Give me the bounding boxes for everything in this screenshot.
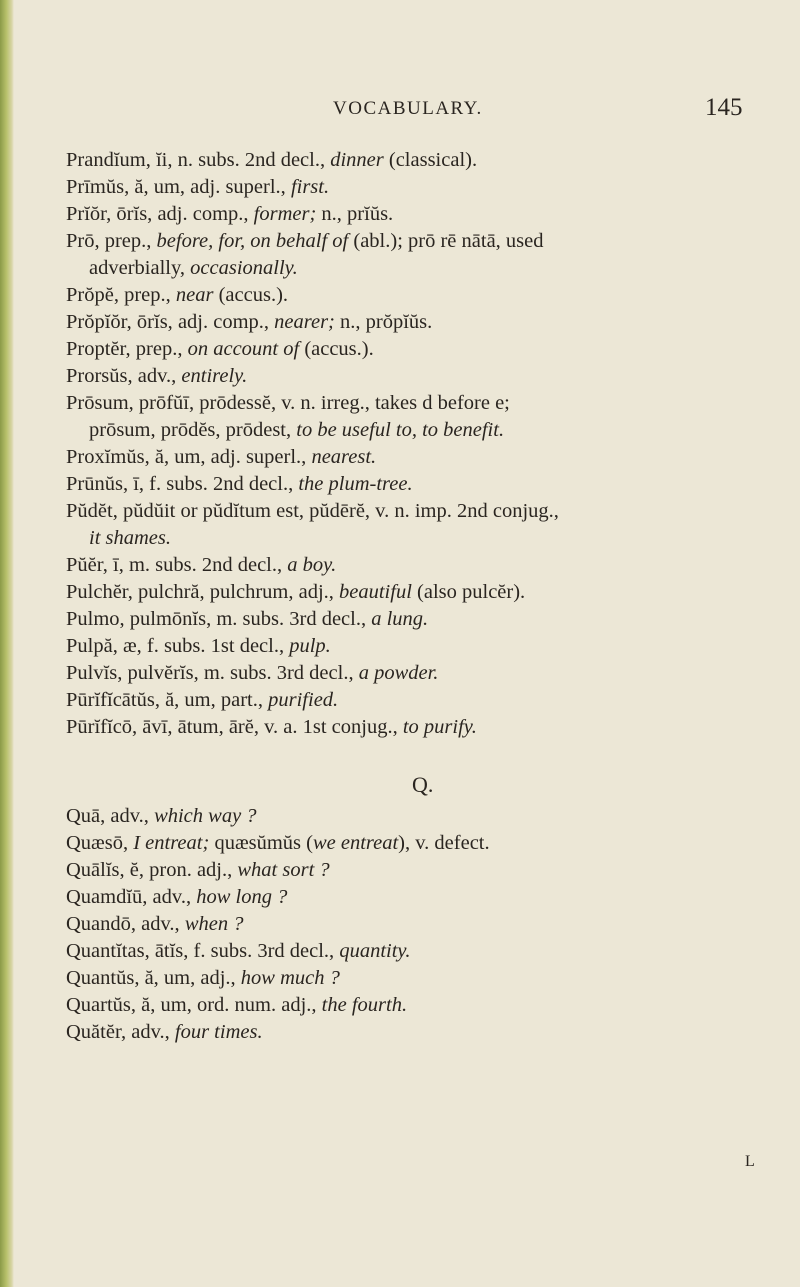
vocab-entry bbox=[66, 336, 771, 363]
entry-translation: beautiful bbox=[339, 581, 412, 603]
vocab-entry bbox=[66, 228, 771, 282]
signature-mark: L bbox=[745, 1153, 755, 1170]
vocab-entry bbox=[66, 911, 771, 938]
entry-headword: Prīmŭs, ă, um, bbox=[66, 176, 186, 198]
entry-note: (classical). bbox=[383, 149, 478, 171]
vocab-entry bbox=[66, 309, 771, 336]
entry-translation: four times. bbox=[174, 1021, 263, 1043]
entry-headword: Proptĕr, bbox=[66, 338, 131, 360]
entry-grammar: pron. adj., bbox=[144, 859, 238, 881]
entry-grammar: v. n. imp. 2nd conjug., bbox=[370, 500, 559, 522]
entry-grammar: ord. num. adj., bbox=[191, 994, 322, 1016]
vocab-entry bbox=[66, 633, 771, 660]
entry-grammar: prep., bbox=[130, 338, 188, 360]
entry-headword: Quandō, bbox=[66, 913, 137, 935]
entry-headword: Quā, bbox=[66, 805, 106, 827]
vocab-entry bbox=[66, 938, 771, 965]
entry-translation: purified. bbox=[268, 689, 339, 711]
entry-grammar: adj. superl., bbox=[185, 176, 291, 198]
entry-grammar: adv., bbox=[132, 365, 182, 387]
entry-grammar: m. subs. 2nd decl., bbox=[123, 554, 288, 576]
entry-continuation bbox=[66, 417, 771, 444]
entry-translation: pulp. bbox=[289, 635, 331, 657]
vocab-entry bbox=[66, 471, 771, 498]
entry-grammar: adv., bbox=[126, 1021, 175, 1043]
entry-grammar: adj. comp., bbox=[152, 203, 254, 225]
entry-headword: Quartŭs, ă, um, bbox=[66, 994, 192, 1016]
entry-note: (also pulcĕr). bbox=[411, 581, 526, 603]
entry-translation: entirely. bbox=[181, 365, 248, 387]
vocab-entry bbox=[66, 965, 771, 992]
entry-headword: Pulmo, pulmōnĭs, bbox=[66, 608, 212, 630]
entry-grammar: adv., bbox=[147, 886, 197, 908]
entry-headword: Proxĭmŭs, ă, um, bbox=[66, 446, 206, 468]
vocab-entry bbox=[66, 444, 771, 471]
entry-grammar: n. subs. 2nd decl., bbox=[172, 149, 331, 171]
vocab-entry bbox=[66, 1019, 771, 1046]
entry-headword: Prō, bbox=[66, 230, 100, 252]
vocab-entry bbox=[66, 390, 771, 444]
entry-grammar: prep., bbox=[99, 230, 157, 252]
vocab-entry bbox=[66, 687, 771, 714]
vocab-entry bbox=[66, 579, 771, 606]
page-number: 145 bbox=[705, 94, 743, 121]
entry-headword: Pulchĕr, pulchră, pulchrum, bbox=[66, 581, 294, 603]
vocab-entry bbox=[66, 992, 771, 1019]
entry-translation: how much ? bbox=[240, 967, 340, 989]
entry-headword: Pŭdĕt, pŭdŭit or pŭdĭtum est, pŭdērĕ, bbox=[66, 500, 371, 522]
entry-grammar: f. subs. 2nd decl., bbox=[144, 473, 299, 495]
entry-translation: occasionally. bbox=[190, 257, 298, 279]
entry-grammar: v. n. irreg., takes d before e; bbox=[276, 392, 510, 414]
entry-translation: the fourth. bbox=[321, 994, 408, 1016]
vocab-entry bbox=[66, 282, 771, 309]
entry-grammar: prep., bbox=[118, 284, 176, 306]
entry-translation: former; bbox=[253, 203, 317, 225]
entry-translation: a boy. bbox=[287, 554, 337, 576]
entry-headword: Pŭĕr, ī, bbox=[66, 554, 124, 576]
vocab-entry bbox=[66, 803, 771, 830]
entry-headword: Prŏpĭŏr, ōrĭs, bbox=[66, 311, 173, 333]
vocab-entry bbox=[66, 201, 771, 228]
vocab-entry bbox=[66, 830, 771, 857]
entry-grammar: part., bbox=[215, 689, 269, 711]
entry-grammar: m. subs. 3rd decl., bbox=[211, 608, 372, 630]
entry-translation: how long ? bbox=[196, 886, 288, 908]
entry-translation: to be useful to, to benefit. bbox=[296, 419, 505, 441]
entry-headword: Quæsō, bbox=[66, 832, 129, 854]
entry-translation: first. bbox=[290, 176, 330, 198]
vocab-entry bbox=[66, 606, 771, 633]
entry-translation: nearest. bbox=[311, 446, 377, 468]
entry-grammar: adverbially, bbox=[89, 257, 191, 279]
vocab-entry bbox=[66, 660, 771, 687]
entry-headword: Prŏpĕ, bbox=[66, 284, 119, 306]
section-letter: Q. bbox=[412, 772, 434, 797]
vocab-entry bbox=[66, 147, 771, 174]
entry-grammar: v. a. 1st conjug., bbox=[258, 716, 403, 738]
entry-translation: it shames. bbox=[89, 527, 171, 549]
entry-note: quæsŭmŭs ( bbox=[209, 832, 313, 854]
entry-grammar: f. subs. 3rd decl., bbox=[188, 940, 340, 962]
entry-translation: when ? bbox=[184, 913, 244, 935]
entry-continuation bbox=[66, 525, 771, 552]
entry-translation: dinner bbox=[330, 149, 384, 171]
entry-note: n., prŏpĭŭs. bbox=[334, 311, 433, 333]
entry-grammar: adv., bbox=[136, 913, 185, 935]
vocab-entry bbox=[66, 174, 771, 201]
entry-grammar: prōsum, prōdĕs, prōdest, bbox=[89, 419, 297, 441]
entry-grammar: adj., bbox=[195, 967, 241, 989]
entry-headword: Prandĭum, ĭi, bbox=[66, 149, 173, 171]
vocab-entry bbox=[66, 498, 771, 552]
entry-headword: Pulpă, æ, bbox=[66, 635, 142, 657]
vocab-entry bbox=[66, 363, 771, 390]
entry-translation: near bbox=[175, 284, 214, 306]
running-head bbox=[0, 94, 800, 124]
entry-headword: Pūrĭfĭcō, āvī, ātum, ārĕ, bbox=[66, 716, 259, 738]
entry-headword: Pūrĭfĭcātŭs, ă, um, bbox=[66, 689, 216, 711]
entry-translation: I entreat; bbox=[133, 832, 210, 854]
entry-headword: Quătĕr, bbox=[66, 1021, 127, 1043]
entry-grammar: m. subs. 3rd decl., bbox=[198, 662, 359, 684]
entry-translation: we entreat bbox=[312, 832, 399, 854]
entry-note: ), v. defect. bbox=[398, 832, 490, 854]
entry-headword: Prorsŭs, bbox=[66, 365, 133, 387]
entry-headword: Quamdĭū, bbox=[66, 886, 148, 908]
entry-note: (abl.); prō rē nātā, used bbox=[348, 230, 544, 252]
entry-note: (accus.). bbox=[213, 284, 289, 306]
vocab-entry bbox=[66, 857, 771, 884]
entry-headword: Quantĭtas, ātĭs, bbox=[66, 940, 189, 962]
entry-grammar: f. subs. 1st decl., bbox=[141, 635, 290, 657]
entry-headword: Prūnŭs, ī, bbox=[66, 473, 145, 495]
entry-translation: to purify. bbox=[402, 716, 477, 738]
entry-headword: Quantŭs, ă, um, bbox=[66, 967, 196, 989]
vocab-entry bbox=[66, 552, 771, 579]
entry-translation: quantity. bbox=[339, 940, 411, 962]
entry-translation: nearer; bbox=[274, 311, 335, 333]
entry-translation: which way ? bbox=[154, 805, 257, 827]
entry-translation: a powder. bbox=[358, 662, 439, 684]
entry-continuation bbox=[66, 255, 771, 282]
entry-translation: the plum-tree. bbox=[298, 473, 413, 495]
vocab-entry bbox=[66, 884, 771, 911]
entry-note: n., prĭŭs. bbox=[316, 203, 394, 225]
entry-headword: Prōsum, prōfŭī, prōdessĕ, bbox=[66, 392, 277, 414]
entry-translation: before, for, on behalf of bbox=[156, 230, 349, 252]
entry-grammar: adj. comp., bbox=[172, 311, 275, 333]
entry-headword: Quālĭs, ĕ, bbox=[66, 859, 144, 881]
entry-translation: what sort ? bbox=[237, 859, 330, 881]
entry-grammar: adj., bbox=[293, 581, 340, 603]
entry-note: (accus.). bbox=[299, 338, 374, 360]
running-title: VOCABULARY. bbox=[333, 98, 483, 119]
entry-grammar: adj. superl., bbox=[205, 446, 312, 468]
entry-translation: on account of bbox=[187, 338, 300, 360]
entry-headword: Pulvĭs, pulvĕrĭs, bbox=[66, 662, 199, 684]
entry-grammar: adv., bbox=[105, 805, 155, 827]
entry-translation: a lung. bbox=[371, 608, 429, 630]
vocab-entry bbox=[66, 714, 771, 741]
entry-headword: Prĭŏr, ōrĭs, bbox=[66, 203, 153, 225]
